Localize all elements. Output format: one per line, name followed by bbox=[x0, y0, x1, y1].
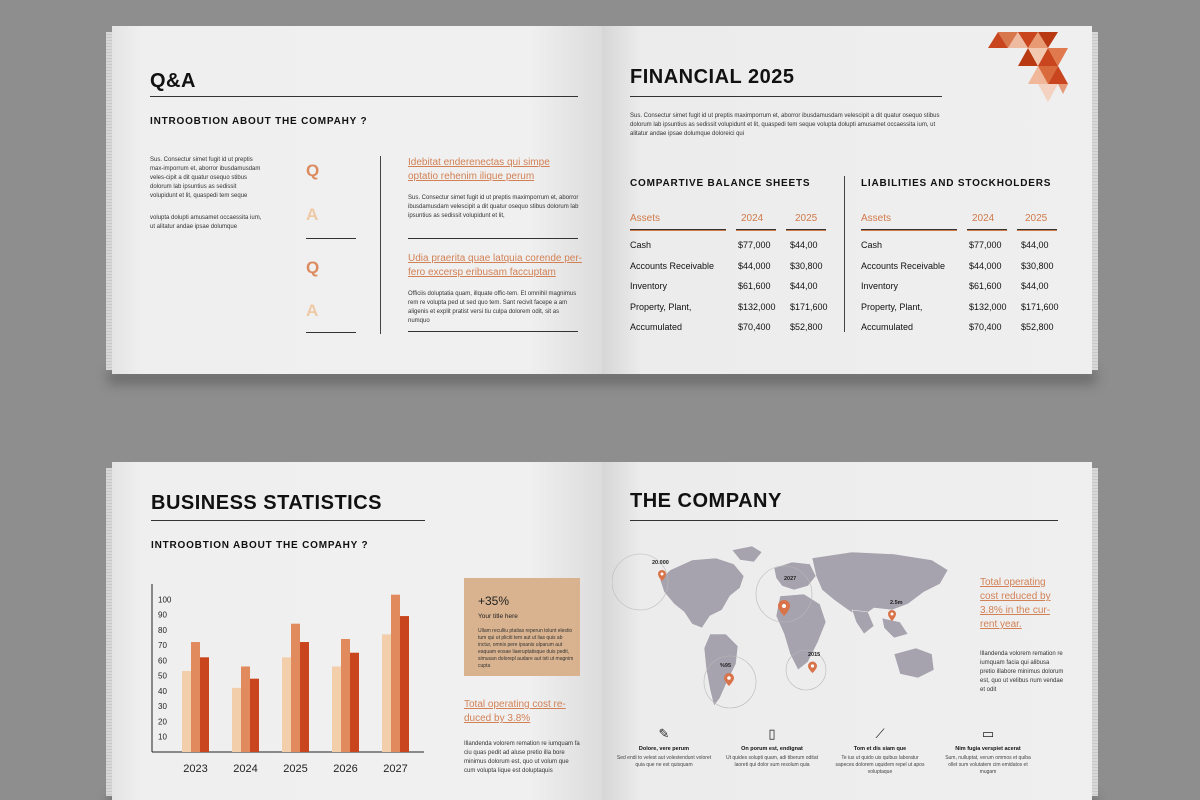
answer-2: Officiis doluptatia quam, illquate offic-tem. Et omnihil magnimus rem re volupta ped ut sed quo tem. Sant recivit facepe a am aligenis et explit pratist versi tiu culpa dolorem odit, sit as numquo bbox=[408, 291, 577, 324]
cell-value: $30,800 bbox=[790, 260, 823, 271]
cell-value: $52,800 bbox=[1021, 322, 1054, 332]
cell-value: $44,00 bbox=[790, 240, 818, 250]
row-label: Cash bbox=[630, 240, 652, 250]
intro-text: Sus. Consectur simet fugit id ut preptis maximporrum et, aborror ibusdamusdam velescipit a dit quatur osequo stibus dolorum lab ipsuntius as sedissit volupidunt et lit, quaspedi tem seque volupta dolupti amusamet occaessita ium, ut alitatur andae ipsae dolumque doloreici qui bbox=[630, 113, 940, 137]
page-title: Q&A bbox=[150, 70, 196, 92]
y-tick-label: 60 bbox=[158, 656, 167, 666]
table-title: COMPARTIVE BALANCE SHEETS bbox=[630, 178, 811, 189]
cell-value: $171,600 bbox=[790, 301, 828, 312]
cell-value: $77,000 bbox=[738, 240, 771, 250]
feature-title: Tom et dis siam que bbox=[853, 746, 907, 752]
x-tick-label: 2027 bbox=[383, 763, 408, 775]
cell-value: $44,000 bbox=[969, 260, 1002, 271]
feature-item bbox=[616, 726, 712, 769]
bar bbox=[182, 671, 191, 752]
feature-title: Nim fugia verspiet acerat bbox=[955, 746, 1021, 752]
cell-value: $44,00 bbox=[1021, 240, 1049, 250]
south-asia bbox=[852, 610, 874, 634]
total-cost-link[interactable]: Total operating cost re-duced by 3.8% bbox=[464, 699, 566, 724]
row-label: Property, Plant, bbox=[861, 301, 923, 312]
bar bbox=[250, 679, 259, 752]
bottom-spread bbox=[112, 462, 1092, 800]
col-header: 2024 bbox=[972, 213, 995, 224]
qa-page bbox=[112, 26, 602, 374]
marker-label: 2027 bbox=[784, 576, 797, 582]
y-tick-label: 70 bbox=[158, 641, 167, 651]
feature-item bbox=[940, 726, 1036, 776]
page-title: BUSINESS STATISTICS bbox=[151, 492, 383, 514]
row-label: Property, Plant, bbox=[630, 301, 692, 312]
marker-label: 2.5m bbox=[890, 600, 903, 606]
col-header: 2025 bbox=[1025, 213, 1048, 224]
financial-page bbox=[602, 26, 1092, 374]
top-spread bbox=[112, 26, 1092, 374]
asia bbox=[812, 552, 948, 618]
x-tick-label: 2024 bbox=[233, 763, 258, 775]
answer-1: Sus. Consectur simet fugit id ut preptis maximporrum et, aborror ibusdamusdam velescipit a dit quatur osequo stibus dolorum lab ipsuntius as sedissit volupidunt et lit, bbox=[408, 195, 579, 219]
greenland bbox=[732, 546, 762, 562]
bar bbox=[382, 634, 391, 752]
marker-label: %95 bbox=[720, 663, 732, 669]
question-2[interactable]: Udia praerita quae latquia corende per-fero excersp eribusam faccuptam bbox=[408, 253, 582, 278]
intro-text-2: volupta dolupti amusamet occaessita ium, ut alitatur andae ipsae dolumque bbox=[150, 215, 262, 230]
bar bbox=[391, 595, 400, 752]
cell-value: $44,00 bbox=[1021, 281, 1049, 291]
intro-text: Sus. Consectur simet fugit id ut preptis max-imporrum et, aborror ibusdamusdam veles-cipit a dit quatur osequo stibus dolorum lab ipsuntius as sedissit volupidunt et lit, quaspedi tem seque bbox=[150, 157, 261, 199]
north-america bbox=[660, 558, 744, 628]
row-label: Accounts Receivable bbox=[861, 260, 946, 271]
bar bbox=[300, 642, 309, 752]
bar bbox=[350, 653, 359, 752]
bar bbox=[241, 666, 250, 752]
bar bbox=[332, 666, 341, 752]
south-america bbox=[704, 634, 738, 706]
company-page bbox=[602, 462, 1092, 800]
callout-box bbox=[464, 578, 580, 676]
y-tick-label: 50 bbox=[158, 671, 167, 681]
y-tick-label: 80 bbox=[158, 625, 167, 635]
feature-title: On porum est, endignat bbox=[741, 746, 803, 752]
cell-value: $30,800 bbox=[1021, 260, 1054, 271]
callout-heading: Your title here bbox=[478, 613, 518, 620]
qa-letter-q: Q bbox=[306, 258, 320, 277]
row-label: Inventory bbox=[861, 281, 899, 291]
triangle-pattern bbox=[988, 32, 1082, 102]
cell-value: $61,600 bbox=[969, 281, 1002, 291]
phone-icon: ▯ bbox=[768, 726, 776, 741]
y-tick-label: 20 bbox=[158, 717, 167, 727]
cell-value: $44,00 bbox=[790, 281, 818, 291]
col-header: 2025 bbox=[795, 213, 818, 224]
qa-letter-q: Q bbox=[306, 161, 320, 180]
feature-text: Ut quides solupti quam, adi tiberum oditat laoreti qui dolor sum resolum quia bbox=[726, 755, 818, 768]
southeast-asia bbox=[882, 618, 908, 638]
feature-text: Te ius ut quido uis quibus laboratur sapeces dolorem uquidem repel ut apos voluptaque bbox=[835, 755, 925, 775]
cell-value: $52,800 bbox=[790, 322, 823, 332]
feature-item bbox=[724, 726, 820, 769]
feature-text: Sum, nulluptat, verum ommos et quiba ollet sum volutatem cim emidatos et mugam bbox=[945, 755, 1031, 775]
page-subtitle: INTROOBTION ABOUT THE COMPAHY ? bbox=[150, 116, 368, 127]
australia bbox=[894, 648, 934, 678]
col-header: Assets bbox=[630, 213, 661, 224]
bar bbox=[200, 657, 209, 752]
y-tick-label: 40 bbox=[158, 686, 167, 696]
col-header: Assets bbox=[861, 213, 892, 224]
total-cost-text: Illandenda volorem remation re iumquam fa ciu quas pedit ad aluse pretio illa bore minimus dolorum est, quo ut volum que cum volupta lique est doluptaquis bbox=[464, 741, 580, 774]
cell-value: $171,600 bbox=[1021, 301, 1059, 312]
x-tick-label: 2025 bbox=[283, 763, 308, 775]
cell-value: $77,000 bbox=[969, 240, 1002, 250]
row-label: Accumulated bbox=[630, 322, 683, 332]
cell-value: $61,600 bbox=[738, 281, 771, 291]
page-title: THE COMPANY bbox=[630, 490, 782, 512]
y-tick-label: 10 bbox=[158, 732, 167, 742]
liabilities-table bbox=[861, 178, 1061, 338]
cell-value: $70,400 bbox=[738, 322, 771, 332]
callout-value: +35% bbox=[478, 594, 510, 608]
y-tick-label: 90 bbox=[158, 610, 167, 620]
callout-body: Ullam reculliu ptatias reperun tolunt elestio tum qui ut pliciti tem aut ut lias quis ab inctur, omnis pere ipsanis ulparum aut eaquam eosae liaeruptatisque duis pedit, simusan dolorepl audare aut isti ut magnim cupta bbox=[478, 628, 574, 669]
total-cost-link[interactable]: Total operating cost reduced by 3.8% in the cur-rent year. bbox=[980, 577, 1051, 630]
feature-text: Sed endi to velest aut volestendunt voloret quia que ne est quisquam bbox=[616, 755, 712, 768]
bar bbox=[282, 657, 291, 752]
qa-letter-a: A bbox=[306, 205, 319, 224]
bar-chart bbox=[142, 580, 432, 792]
world-map bbox=[612, 530, 962, 716]
marker-label: 20.000 bbox=[652, 560, 669, 566]
x-tick-label: 2026 bbox=[333, 763, 358, 775]
row-label: Inventory bbox=[630, 281, 668, 291]
cell-value: $132,000 bbox=[738, 301, 776, 312]
bar bbox=[232, 688, 241, 752]
balance-sheet-table bbox=[630, 178, 830, 338]
bar bbox=[291, 624, 300, 752]
question-1[interactable]: Idebitat enderenectas qui simpe optatio rehenim ilique perum bbox=[408, 157, 550, 182]
marker-label: 2015 bbox=[808, 652, 821, 658]
y-tick-label: 100 bbox=[158, 595, 172, 605]
chart-icon: ⟋ bbox=[875, 726, 885, 741]
cell-value: $44,000 bbox=[738, 260, 771, 271]
cell-value: $132,000 bbox=[969, 301, 1007, 312]
row-label: Cash bbox=[861, 240, 883, 250]
stats-page bbox=[112, 462, 602, 800]
row-label: Accumulated bbox=[861, 322, 914, 332]
page-title: FINANCIAL 2025 bbox=[630, 66, 795, 88]
pencil-icon: ✎ bbox=[658, 726, 670, 741]
bar bbox=[400, 616, 409, 752]
page-subtitle: INTROOBTION ABOUT THE COMPAHY ? bbox=[151, 540, 369, 551]
monitor-icon: ▭ bbox=[981, 726, 995, 741]
qa-letter-a: A bbox=[306, 301, 319, 320]
total-cost-text: Illandenda volorem remation re iumquam facia qui alibusa pretio illabore minimus dolorum est, quo ut velibus num vendae et odit bbox=[980, 651, 1064, 693]
cell-value: $70,400 bbox=[969, 322, 1002, 332]
bar bbox=[341, 639, 350, 752]
row-label: Accounts Receivable bbox=[630, 260, 715, 271]
y-tick-label: 30 bbox=[158, 702, 167, 712]
feature-title: Dolore, vere perum bbox=[638, 746, 690, 752]
bar bbox=[191, 642, 200, 752]
x-tick-label: 2023 bbox=[183, 763, 208, 775]
table-title: LIABILITIES AND STOCKHOLDERS bbox=[861, 178, 1052, 189]
col-header: 2024 bbox=[741, 213, 764, 224]
feature-item bbox=[832, 726, 928, 776]
